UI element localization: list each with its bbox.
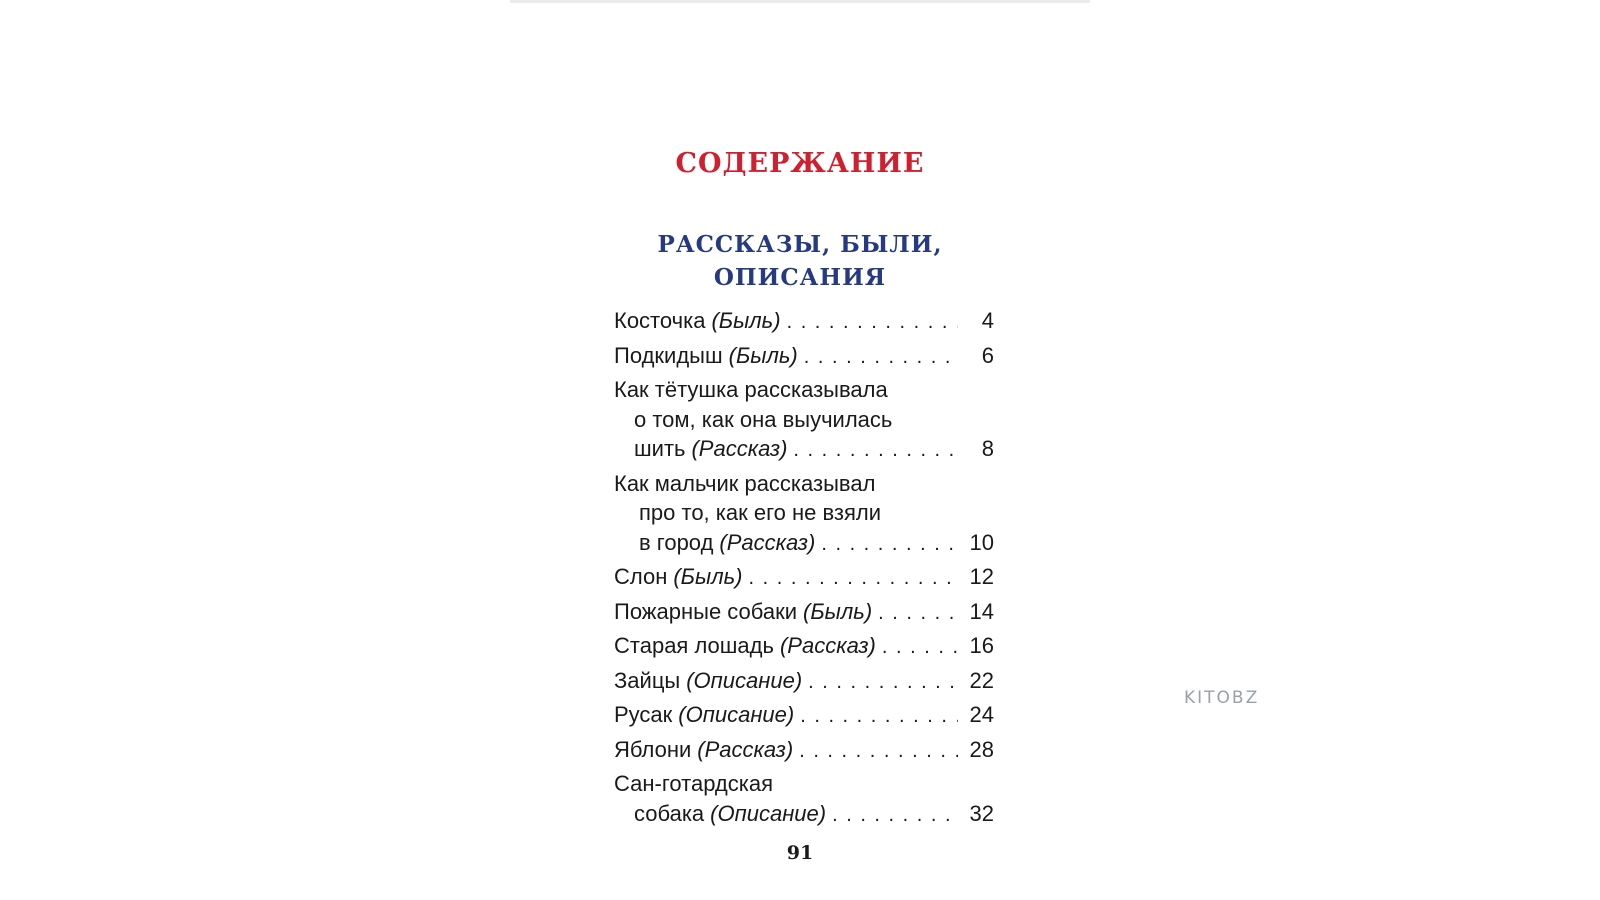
toc-entry-line <box>614 306 994 338</box>
table-of-contents <box>614 306 994 833</box>
toc-entry[interactable] <box>614 469 994 560</box>
toc-entry-page: 12 <box>969 564 994 589</box>
toc-entry-line <box>614 597 994 629</box>
dot-leader <box>800 702 958 732</box>
toc-entry[interactable] <box>614 700 994 732</box>
toc-entry-page: 10 <box>969 529 994 555</box>
toc-entry-title: шить <box>634 436 686 461</box>
toc-entry-line <box>614 375 994 405</box>
toc-entry-title: собака <box>634 800 705 826</box>
toc-entry-page: 8 <box>981 436 994 461</box>
toc-entry-title: Сан-готардская <box>614 771 774 796</box>
toc-entry-line <box>614 700 994 732</box>
toc-entry-line <box>614 735 994 767</box>
dot-leader <box>821 530 958 560</box>
toc-entry-title: о том, как она выучилась <box>634 406 893 432</box>
toc-entry-line <box>614 434 994 466</box>
top-rule <box>510 0 1090 3</box>
dot-leader <box>749 564 959 594</box>
toc-entry-genre: (Рассказ) <box>697 736 794 762</box>
toc-entry-title: про то, как его не взяли <box>639 500 882 525</box>
toc-entry-title: Как тётушка рассказывала <box>614 377 888 402</box>
toc-entry-title: Яблони <box>614 736 692 762</box>
toc-entry-title: Старая лошадь <box>614 633 774 658</box>
toc-entry-genre: (Описание) <box>678 702 795 727</box>
toc-entry[interactable] <box>614 306 994 338</box>
toc-entry[interactable] <box>614 375 994 466</box>
dot-leader <box>878 599 958 629</box>
toc-entry-title: в город <box>639 529 714 555</box>
section-heading <box>0 228 1600 294</box>
toc-entry-page: 32 <box>969 800 994 826</box>
toc-entry-title: Косточка <box>614 308 706 333</box>
toc-entry-line <box>614 799 994 831</box>
toc-entry-genre: (Рассказ) <box>691 436 788 461</box>
page-title: СОДЕРЖАНИЕ <box>675 148 925 179</box>
toc-entry-line <box>614 769 994 799</box>
dot-leader <box>882 633 958 663</box>
toc-entry-line <box>614 405 994 435</box>
toc-entry-line <box>614 341 994 373</box>
dot-leader <box>832 801 958 831</box>
toc-entry-page: 14 <box>969 598 994 624</box>
toc-entry-title: Русак <box>614 702 673 727</box>
section-heading-line-2: ОПИСАНИЯ <box>713 264 887 291</box>
toc-entry-page: 24 <box>969 702 994 727</box>
toc-entry-page: 4 <box>981 308 994 333</box>
dot-leader <box>793 436 958 466</box>
toc-entry-page: 22 <box>969 667 994 693</box>
toc-entry[interactable] <box>614 341 994 373</box>
toc-entry-line <box>614 562 994 594</box>
toc-entry[interactable] <box>614 597 994 629</box>
watermark-logo: KITOBZ <box>1184 688 1260 708</box>
toc-entry-genre: (Описание) <box>686 667 803 693</box>
toc-entry[interactable] <box>614 769 994 830</box>
dot-leader <box>804 343 958 373</box>
toc-entry-genre: (Рассказ) <box>779 633 876 658</box>
toc-entry[interactable] <box>614 631 994 663</box>
toc-entry-page: 28 <box>969 736 994 762</box>
dot-leader <box>799 737 958 767</box>
toc-entry-line <box>614 666 994 698</box>
toc-entry-genre: (Описание) <box>710 800 827 826</box>
toc-entry[interactable] <box>614 666 994 698</box>
toc-entry-title: Слон <box>614 564 668 589</box>
toc-entry-genre: (Рассказ) <box>719 529 816 555</box>
toc-entry-line <box>614 631 994 663</box>
dot-leader <box>787 308 958 338</box>
toc-entry-genre: (Быль) <box>728 342 798 368</box>
toc-entry-title: Как мальчик рассказывал <box>614 470 876 496</box>
toc-entry[interactable] <box>614 562 994 594</box>
toc-entry[interactable] <box>614 735 994 767</box>
toc-entry-page: 16 <box>969 633 994 658</box>
toc-entry-title: Подкидыш <box>614 342 723 368</box>
toc-entry-line <box>614 469 994 499</box>
page-number: 91 <box>786 842 814 864</box>
dot-leader <box>808 668 958 698</box>
toc-entry-genre: (Быль) <box>803 598 873 624</box>
toc-entry-title: Пожарные собаки <box>614 598 798 624</box>
toc-entry-genre: (Быль) <box>711 308 781 333</box>
section-heading-line-1: РАССКАЗЫ, БЫЛИ, <box>657 231 943 258</box>
toc-entry-genre: (Быль) <box>673 564 743 589</box>
toc-entry-line <box>614 498 994 528</box>
toc-entry-line <box>614 528 994 560</box>
toc-entry-title: Зайцы <box>614 667 681 693</box>
toc-entry-page: 6 <box>981 342 994 368</box>
